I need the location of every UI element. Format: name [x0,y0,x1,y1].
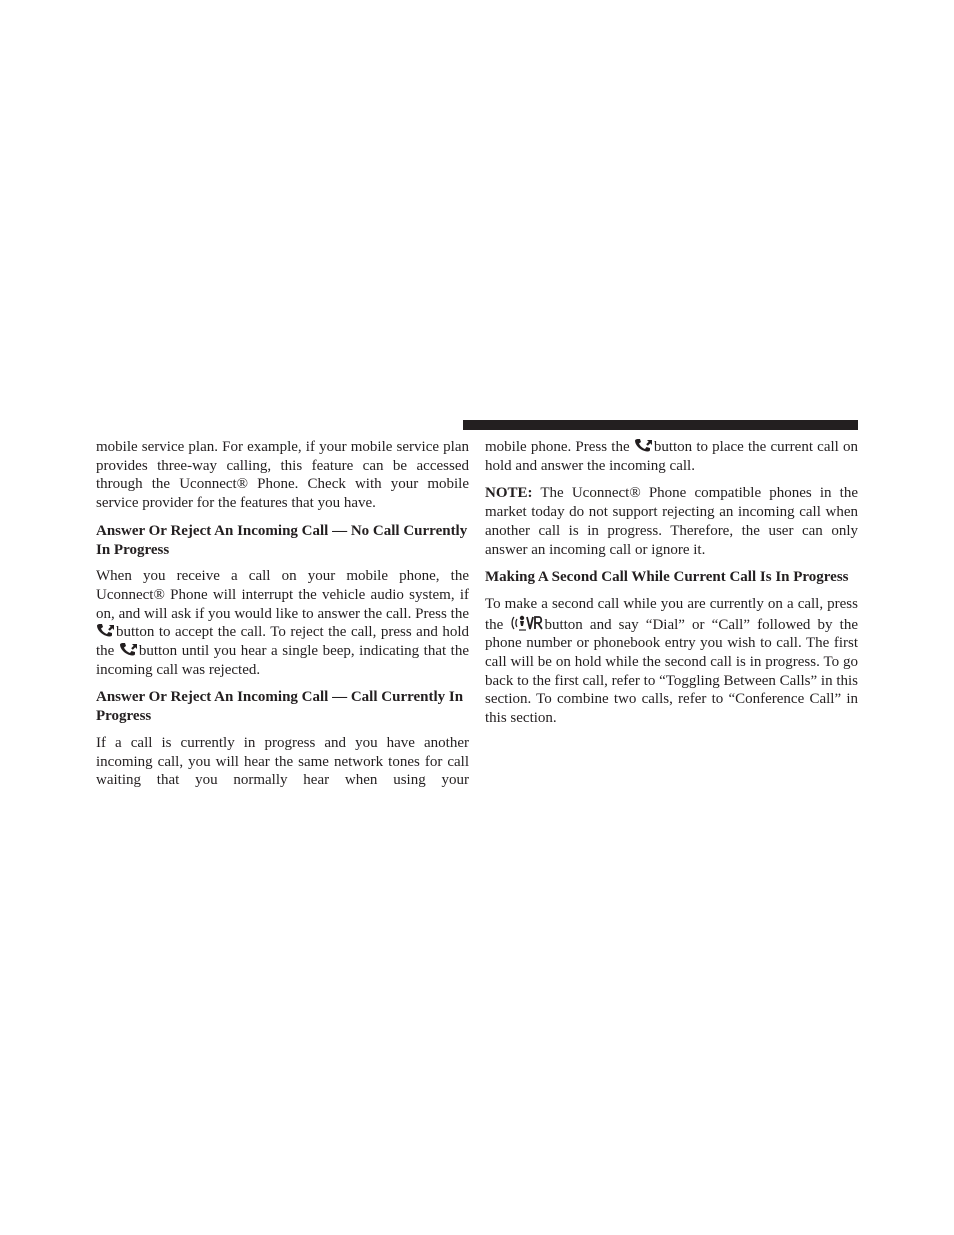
heading-call-in-progress: Answer Or Reject An Incoming Call — Call Currently In Progress [96,689,464,725]
phone-icon [119,642,139,656]
left-column [96,438,469,799]
paragraph-answer-reject: When you receive a call on your mobile phone, the Uconnect® Phone will interrupt the vehicle audio system, if on, and will ask if you would like to answer the call. Press the button to accept the call. To reject the call, press and hold the button until you hear a single beep, indicating that the incoming call was rejected. [96,568,469,678]
right-column [485,438,858,737]
heading-no-call-in-progress: Answer Or Reject An Incoming Call — No Call Currently In Progress [96,522,468,558]
phone-icon [96,623,116,637]
paragraph-service-plan: mobile service plan. For example, if your mobile service plan provides three-way calling, this feature can be accessed through the Uconnect® Phone. Check with your mobile service provider for the features that you have. [96,439,469,512]
section-header-bar [463,420,858,430]
paragraph-second-call: To make a second call while you are currently on a call, press the button and say “Dial” or “Call” followed by the phone number or phonebook entry you wish to call. The first call will be on hold while the second call is in progress. To go back to the first call, refer to “Toggling Between Calls” in this section. To combine two calls, refer to “Conference Call” in this section. [485,595,859,727]
vr-icon [510,614,544,632]
note-label: NOTE: [485,485,533,502]
heading-second-call: Making A Second Call While Current Call Is In Progress [485,569,849,586]
note-paragraph: NOTE: The Uconnect® Phone compatible phones in the market today do not support rejecting an incoming call when another call is in progress. Therefore, the user can only answer an incoming call or ignore it. [485,485,859,558]
phone-icon [634,438,654,452]
paragraph-place-on-hold: mobile phone. Press the button to place the current call on hold and answer the incoming call. [485,439,859,474]
paragraph-call-waiting: If a call is currently in progress and you have another incoming call, you will hear the same network tones for call waiting that you normally hear when using your [96,734,469,789]
